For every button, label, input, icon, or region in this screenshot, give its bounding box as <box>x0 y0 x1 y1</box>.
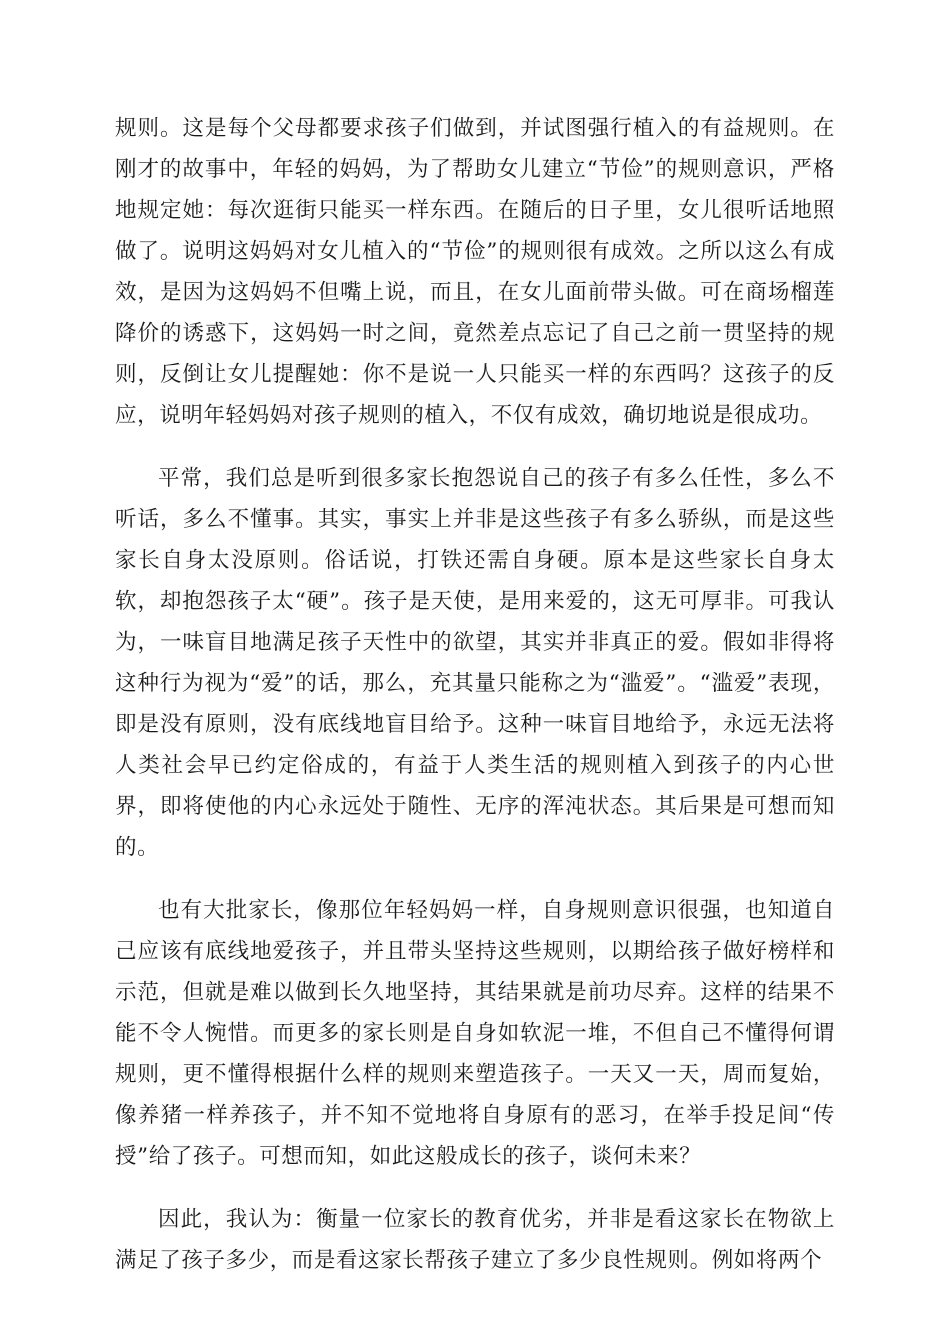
paragraph-2: 平常，我们总是听到很多家长抱怨说自己的孩子有多么任性，多么不听话，多么不懂事。其实，事实上并非是这些孩子有多么骄纵，而是这些家长自身太没原则。俗话说，打铁还需自身硬。原本是这些家长自身太软，却抱怨孩子太“硬”。孩子是天使，是用来爱的，这无可厚非。可我认为，一味盲目地满足孩子天性中的欲望，其实并非真正的爱。假如非得将这种行为视为“爱”的话，那么，充其量只能称之为“滥爱”。“滥爱”表现，即是没有原则，没有底线地盲目给予。这种一味盲目地给予，永远无法将人类社会早已约定俗成的，有益于人类生活的规则植入到孩子的内心世界，即将使他的内心永远处于随性、无序的浑沌状态。其后果是可想而知的。 <box>115 466 835 860</box>
paragraph-4: 因此，我认为：衡量一位家长的教育优劣，并非是看这家长在物欲上满足了孩子多少，而是看这家长帮孩子建立了多少良性规则。例如将两个 <box>115 1207 835 1273</box>
paragraph-3: 也有大批家长，像那位年轻妈妈一样，自身规则意识很强，也知道自己应该有底线地爱孩子，并且带头坚持这些规则，以期给孩子做好榜样和示范，但就是难以做到长久地坚持，其结果就是前功尽弃。这样的结果不能不令人惋惜。而更多的家长则是自身如软泥一堆，不但自己不懂得何谓规则，更不懂得根据什么样的规则来塑造孩子。一天又一天，周而复始，像养猪一样养孩子，并不知不觉地将自身原有的恶习，在举手投足间“传授”给了孩子。可想而知，如此这般成长的孩子，谈何未来？ <box>115 898 835 1169</box>
document-body <box>115 108 835 1281</box>
paragraph-1: 规则。这是每个父母都要求孩子们做到，并试图强行植入的有益规则。在刚才的故事中，年轻的妈妈，为了帮助女儿建立“节俭”的规则意识，严格地规定她：每次逛街只能买一样东西。在随后的日子里，女儿很听话地照做了。说明这妈妈对女儿植入的“节俭”的规则很有成效。之所以这么有成效，是因为这妈妈不但嘴上说，而且，在女儿面前带头做。可在商场榴莲降价的诱惑下，这妈妈一时之间，竟然差点忘记了自己之前一贯坚持的规则，反倒让女儿提醒她：你不是说一人只能买一样的东西吗？这孩子的反应，说明年轻妈妈对孩子规则的植入，不仅有成效，确切地说是很成功。 <box>115 116 835 428</box>
